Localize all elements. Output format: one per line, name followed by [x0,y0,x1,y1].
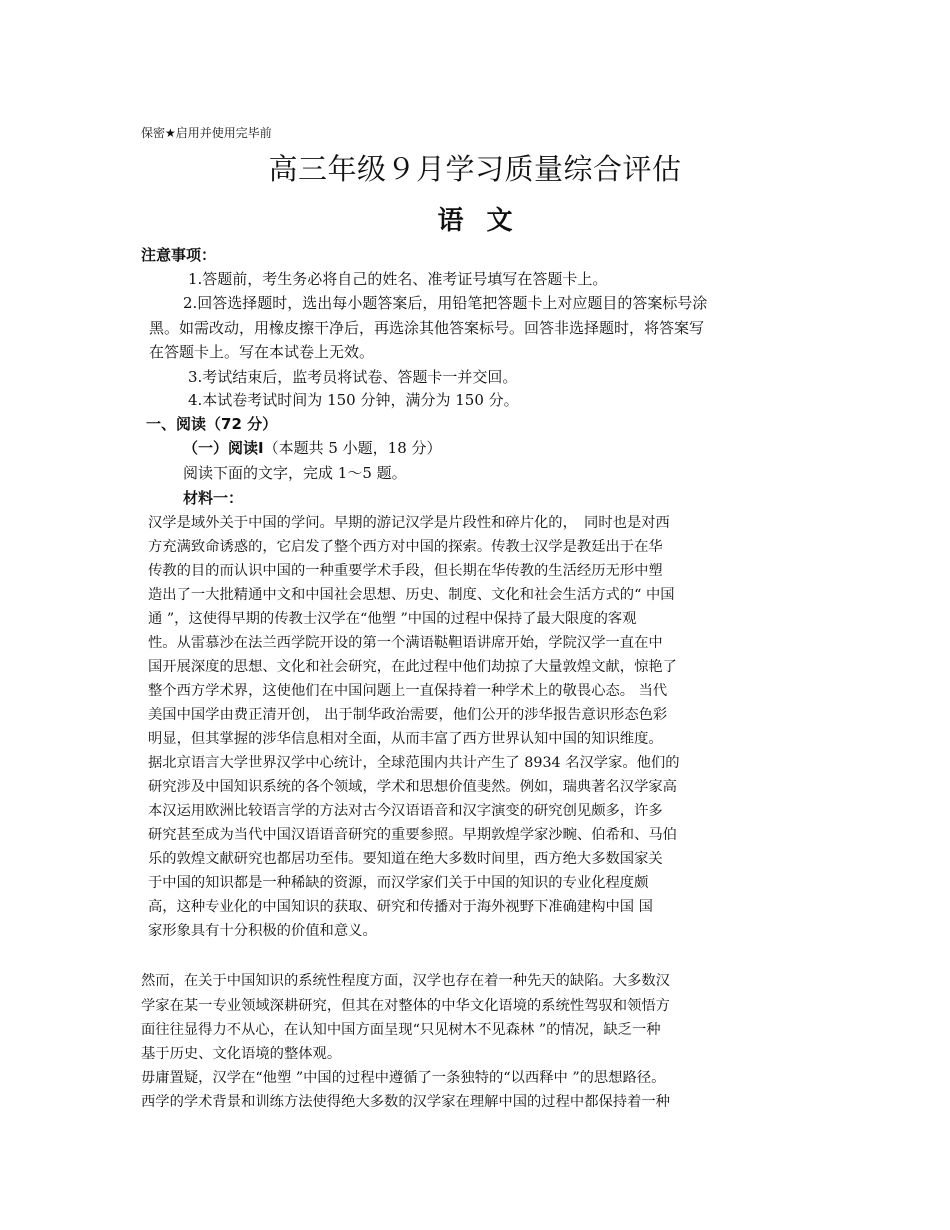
passage-line: 然而，在关于中国知识的系统性程度方面，汉学也存在着一种先天的缺陷。大多数汉 [141,973,670,989]
passage-line: 于中国的知识都是一种稀缺的资源，而汉学家们关于中国的知识的专业化程度颇 [148,875,649,891]
passage-line: 明显，但其掌握的涉华信息相对全面，从而丰富了西方世界认知中国的知识维度。 [148,731,663,747]
section-title: 一、阅读（72 分） [146,415,278,433]
subsection-title [183,437,442,458]
passage-line: 西学的学术背景和训练方法使得绝大多数的汉学家在理解中国的过程中都保持着一种 [141,1094,670,1110]
material-label: 材料一： [183,489,244,507]
passage-line: 据北京语言大学世界汉学中心统计，全球范围内共计产生了 8934 名汉学家。他们的 [148,755,680,771]
passage-line: 毋庸置疑，汉学在“他塑 ”中国的过程中遵循了一条独特的“以西释中 ”的思想路径。 [141,1070,666,1086]
passage-line: 研究涉及中国知识系统的各个领域，学术和思想价值斐然。例如，瑞典著名汉学家高 [148,779,677,795]
passage-line: 造出了一大批精通中文和中国社会思想、历史、制度、文化和社会生活方式的“ 中国 [148,587,675,603]
passage-line: 国开展深度的思想、文化和社会研究，在此过程中他们劫掠了大量敦煌文献，惊艳了 [148,659,677,675]
passage-line: 面往往显得力不从心，在认知中国方面呈现“只见树木不见森林 ”的情况，缺乏一种 [141,1022,661,1038]
passage-line: 学家在某一专业领域深耕研究，但其在对整体的中华文化语境的系统性驾驭和领悟方 [141,998,670,1014]
exam-title: 高三年级９月学习质量综合评估 [268,152,682,186]
notice-line: 3.考试结束后，监考员将试卷、答题卡一并交回。 [188,368,518,386]
subject-title: 语 文 [437,206,513,236]
notice-line: 黑。如需改动，用橡皮擦干净后，再选涂其他答案标号。回答非选择题时，将答案写 [149,319,705,337]
passage-line: 美国中国学由费正清开创， 出于制华政治需要，他们公开的涉华报告意识形态色彩 [148,707,668,723]
reading-instruction: 阅读下面的文字，完成 1～5 题。 [183,464,407,482]
passage-line: 家形象具有十分积极的价值和意义。 [148,923,377,939]
notice-line: 在答题卡上。写在本试卷上无效。 [149,343,375,361]
passage-line: 性。从雷慕沙在法兰西学院开设的第一个满语鞑靼语讲席开始，学院汉学一直在中 [148,635,663,651]
passage-line: 整个西方学术界，这使他们在中国问题上一直保持着一种学术上的敬畏心态。 当代 [148,683,668,699]
subsection-title-rest: （本题共 5 小题，18 分） [263,439,442,457]
passage-line: 基于历史、文化语境的整体观。 [141,1046,342,1062]
notice-line: 2.回答选择题时，选出每小题答案后，用铅笔把答题卡上对应题目的答案标号涂 [183,294,708,312]
passage-line: 方充满致命诱惑的，它启发了整个西方对中国的探索。传教士汉学是教廷出于在华 [148,539,663,555]
confidential-label: 保密★启用并使用完毕前 [141,126,272,140]
notice-line: 1.答题前，考生务必将自己的姓名、准考证号填写在答题卡上。 [188,270,608,288]
passage-line: 乐的敦煌文献研究也都居功至伟。要知道在绝大多数时间里，西方绝大多数国家关 [148,851,663,867]
passage-line: 本汉运用欧洲比较语言学的方法对古今汉语语音和汉字演变的研究创见颇多，许多 [148,803,663,819]
subsection-title-bold: （一）阅读Ⅰ [183,439,264,457]
passage-line: 高，这种专业化的中国知识的获取、研究和传播对于海外视野下准确建构中国 国 [148,899,653,915]
passage-line: 研究甚至成为当代中国汉语语音研究的重要参照。早期敦煌学家沙畹、伯希和、马伯 [148,827,677,843]
passage-line: 通 ”，这使得早期的传教士汉学在“他塑 ”中国的过程中保持了最大限度的客观 [148,611,637,627]
notice-line: 4.本试卷考试时间为 150 分钟，满分为 150 分。 [188,391,519,409]
passage-line: 传教的目的而认识中国的一种重要学术手段，但长期在华传教的生活经历无形中塑 [148,563,663,579]
passage-line: 汉学是域外关于中国的学问。早期的游记汉学是片段性和碎片化的， 同时也是对西 [148,515,670,531]
notice-heading: 注意事项： [141,246,217,264]
